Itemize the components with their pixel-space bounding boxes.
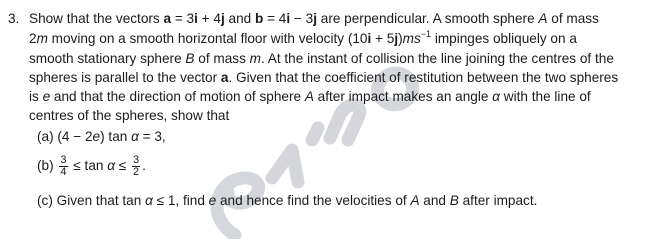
part-c-label: (c) [37, 193, 53, 208]
part-b-label: (b) [37, 158, 54, 174]
part-b: (b) $\frac{3}{4}$ ≤ tan α ≤ $\frac{3}{2}$ . [37, 154, 146, 178]
question-line-5: is e and that the direction of motion of sphere A after impact makes an angle α with the line of [29, 89, 591, 104]
part-a: (a) (4 − 2e) tan α = 3, [37, 129, 166, 144]
question-line-1: Show that the vectors a = 3i + 4j and b = 4i − 3j are perpendicular. A smooth sphere A of mass [29, 11, 599, 26]
part-a-label: (a) [37, 129, 54, 144]
question-line-6: centres of the spheres, show that [29, 108, 230, 123]
question-line-3: smooth stationary sphere B of mass m. At the instant of collision the line joining the centres of the [29, 51, 614, 66]
fraction-three-halves: $\frac{3}{2}$ [133, 154, 140, 178]
part-c: (c) Given that tan α ≤ 1, find e and hence find the velocities of A and B after impact. [37, 193, 538, 208]
question-number: 3. [8, 11, 20, 26]
question-line-4: spheres is parallel to the vector a. Given that the coefficient of restitution between the two spheres [29, 70, 619, 85]
fraction-three-quarters: $\frac{3}{4}$ [60, 154, 67, 178]
question-line-2: 2m moving on a smooth horizontal floor with velocity $(10i + 5j)ms^{-1}$ impinges obliquely on a [29, 29, 577, 46]
